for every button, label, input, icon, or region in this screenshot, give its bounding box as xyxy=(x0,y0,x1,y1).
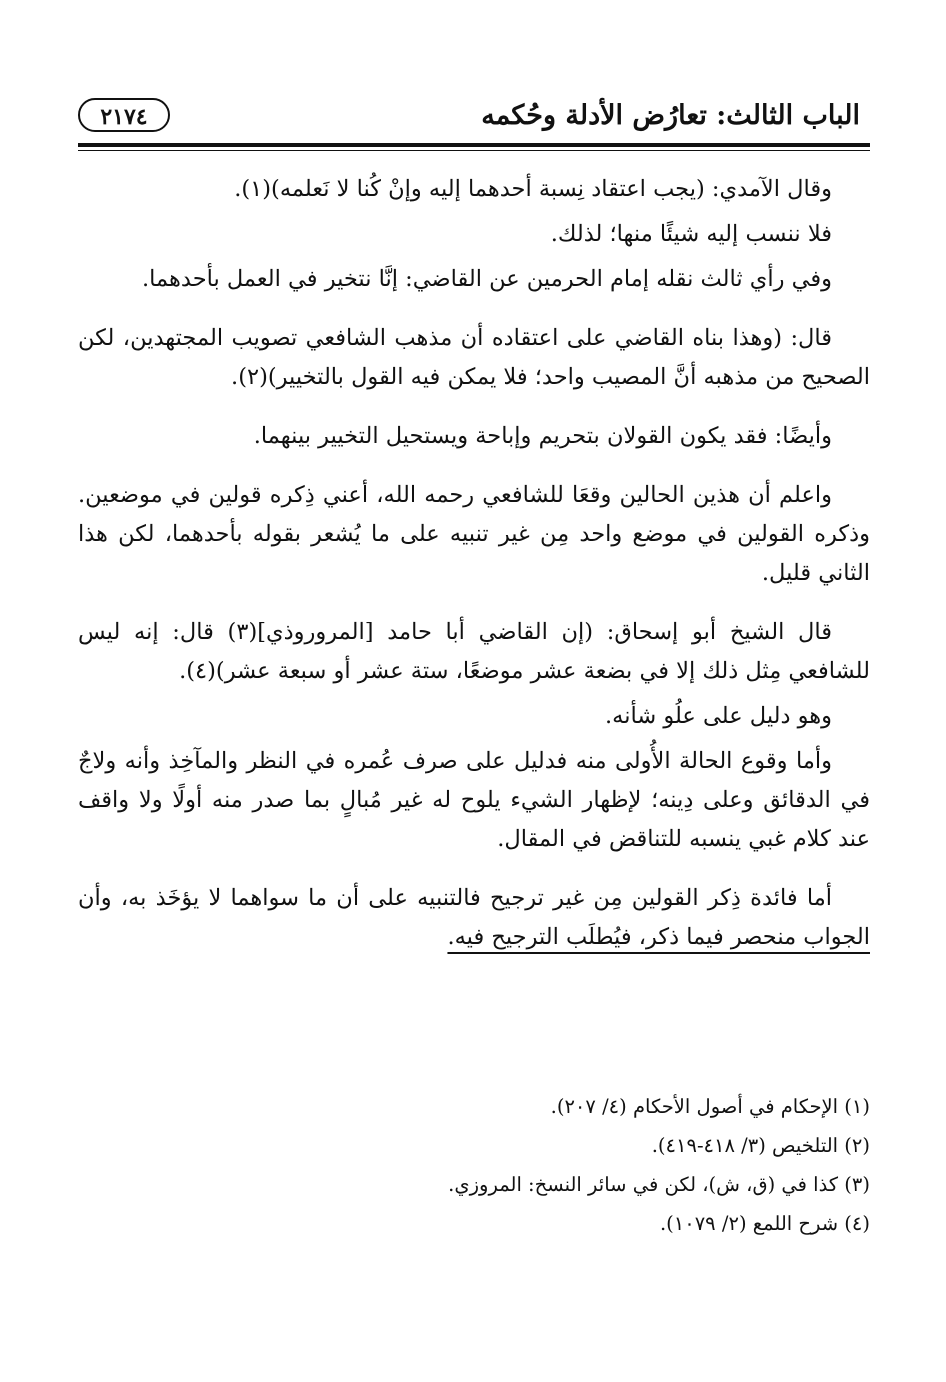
paragraph-text: أما فائدة ذِكر القولين مِن غير ترجيح فالتنبيه على أن ما سواهما لا يؤخَذ به، وأن xyxy=(78,885,832,911)
footnote: (٤) شرح اللمع (٢/ ١٠٧٩). xyxy=(659,1212,870,1235)
paragraph: وفي رأي ثالث نقله إمام الحرمين عن القاضي: إنَّا نتخير في العمل بأحدهما. xyxy=(142,266,832,292)
header-rule-thin xyxy=(78,150,870,151)
running-title: الباب الثالث: تعارُض الأدلة وحُكمه xyxy=(481,100,860,131)
page-number: ٢١٧٤ xyxy=(78,98,170,132)
paragraph: فلا ننسب إليه شيئًا منها؛ لذلك. xyxy=(550,221,832,247)
footnote: (٣) كذا في (ق، ش)، لكن في سائر النسخ: المروزي. xyxy=(448,1173,870,1196)
paragraph: واعلم أن هذين الحالين وقعَا للشافعي رحمه الله، أعني ذِكره قولين في موضعين. وذكره القولين في موضع واحد مِن غير تنبيه على ما يُشعر بقوله بأحدهما، لكن هذا الثاني قليل. xyxy=(78,482,870,586)
paragraph: وأيضًا: فقد يكون القولان بتحريم وإباحة ويستحيل التخيير بينهما. xyxy=(253,423,832,449)
main-text xyxy=(78,170,870,977)
footnote: (١) الإحكام في أصول الأحكام (٤/ ٢٠٧). xyxy=(550,1095,870,1118)
paragraph-last xyxy=(78,879,870,957)
footnotes xyxy=(78,1092,870,1248)
paragraph: قال الشيخ أبو إسحاق: (إن القاضي أبا حامد [المروروذي](٣) قال: إنه ليس للشافعي مِثل ذلك إلا في بضعة عشر موضعًا، ستة عشر أو سبعة عشر)(٤). xyxy=(78,619,870,684)
footnote: (٢) التلخيص (٣/ ٤١٨-٤١٩). xyxy=(651,1134,870,1157)
paragraph: وهو دليل على علُو شأنه. xyxy=(605,703,832,729)
page-header xyxy=(78,92,870,138)
paragraph: قال: (وهذا بناه القاضي على اعتقاده أن مذهب الشافعي تصويب المجتهدين، لكن الصحيح من مذهبه أنَّ المصيب واحد؛ فلا يمكن فيه القول بالتخيير)(٢). xyxy=(78,325,870,390)
header-rule-thick xyxy=(78,143,870,147)
paragraph: وقال الآمدي: (يجب اعتقاد نِسبة أحدهما إليه وإنْ كُنا لا نَعلمه)(١). xyxy=(234,176,832,202)
paragraph: وأما وقوع الحالة الأُولى منه فدليل على صرف عُمره في النظر والمآخِذ وأنه ولاجٌ في الدقائق وعلى دِينه؛ لإظهار الشيء يلوح له غير مُبالٍ بما صدر منه أولًا ولا واقف عند كلام غبي ينسبه للتناقض في المقال. xyxy=(78,748,870,852)
underlined-phrase: الجواب منحصر فيما ذكر، فيُطلَب الترجيح فيه. xyxy=(447,924,870,950)
